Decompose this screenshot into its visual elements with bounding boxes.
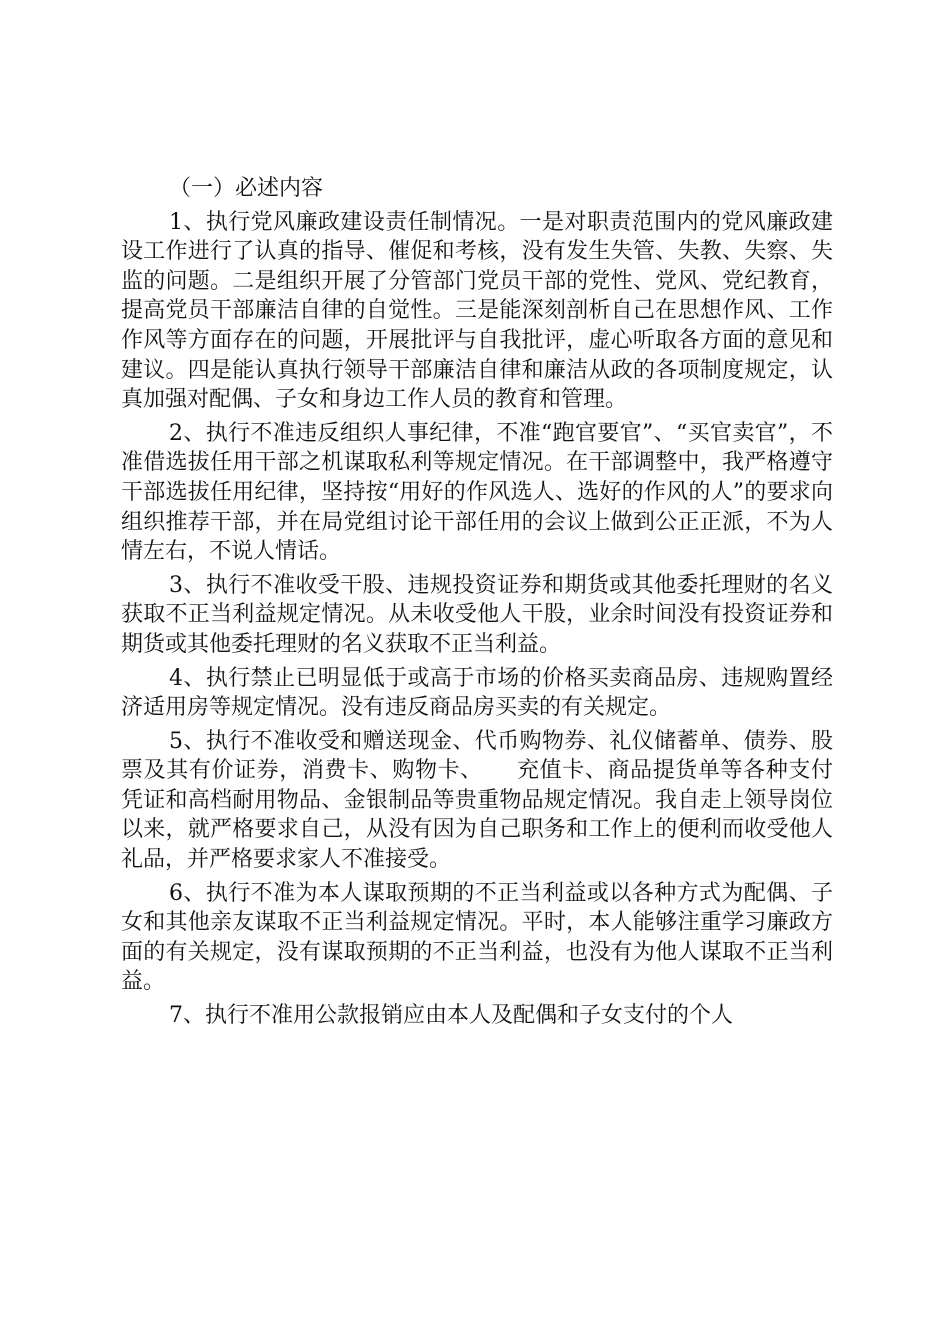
paragraph-2: 2、执行不准违反组织人事纪律，不准“跑官要官”、“买官卖官”，不准借选拔任用干部之机谋取私利等规定情况。在干部调整中，我严格遵守干部选拔任用纪律，坚持按“用好的作风选人、选好的作风的人”的要求向组织推荐干部，并在局党组讨论干部任用的会议上做到公正正派，不为人情左右，不说人情话。 [121, 420, 833, 565]
paragraph-1: 1、执行党风廉政建设责任制情况。一是对职责范围内的党风廉政建设工作进行了认真的指导、催促和考核，没有发生失管、失教、失察、失监的问题。二是组织开展了分管部门党员干部的党性、党风、党纪教育，提高党员干部廉洁自律的自觉性。三是能深刻剖析自己在思想作风、工作作风等方面存在的问题，开展批评与自我批评，虚心听取各方面的意见和建议。四是能认真执行领导干部廉洁自律和廉洁从政的各项制度规定，认真加强对配偶、子女和身边工作人员的教育和管理。 [121, 209, 833, 413]
section-heading: （一）必述内容 [169, 176, 324, 201]
paragraph-3: 3、执行不准收受干股、违规投资证券和期货或其他委托理财的名义获取不正当利益规定情况。从未收受他人干股，业余时间没有投资证券和期货或其他委托理财的名义获取不正当利益。 [121, 572, 833, 657]
paragraph-6: 6、执行不准为本人谋取预期的不正当利益或以各种方式为配偶、子女和其他亲友谋取不正当利益规定情况。平时，本人能够注重学习廉政方面的有关规定，没有谋取预期的不正当利益，也没有为他人谋取不正当利益。 [121, 880, 833, 995]
paragraph-7: 7、执行不准用公款报销应由本人及配偶和子女支付的个人 [169, 1003, 733, 1029]
paragraph-5: 5、执行不准收受和赠送现金、代币购物券、礼仪储蓄单、债券、股票及其有价证券，消费卡、购物卡、 充值卡、商品提货单等各种支付凭证和高档耐用物品、金银制品等贵重物品规定情况。我自走上领导岗位以来，就严格要求自己，从没有因为自己职务和工作上的便利而收受他人礼品，并严格要求家人不准接受。 [121, 728, 833, 873]
document-body [121, 174, 833, 1031]
paragraph-4: 4、执行禁止已明显低于或高于市场的价格买卖商品房、违规购置经济适用房等规定情况。没有违反商品房买卖的有关规定。 [121, 665, 833, 721]
